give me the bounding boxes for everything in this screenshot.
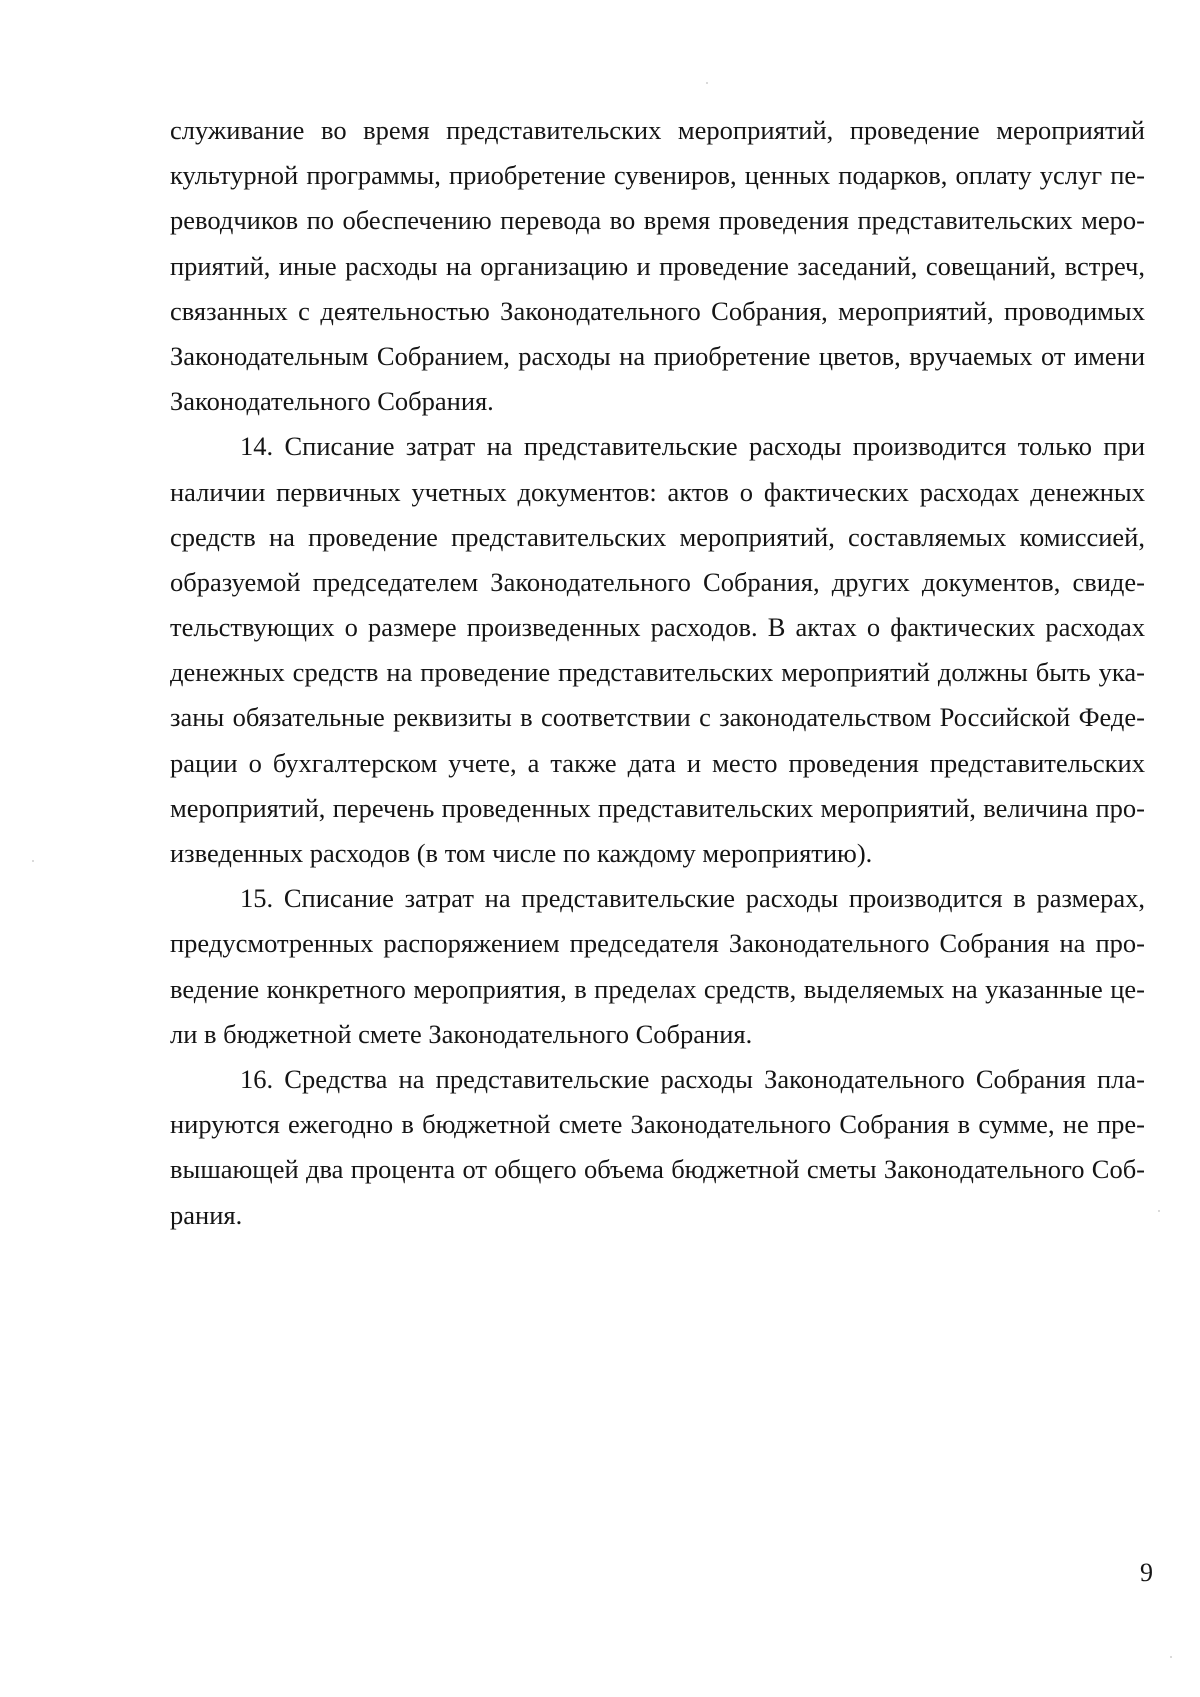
text-line: Законодательного Собрания. (170, 386, 494, 417)
paragraph-16 (170, 1057, 1145, 1238)
text-line: образуемой председателем Законодательного Собрания, других документов, свиде- (170, 566, 1145, 597)
scan-speck (706, 82, 708, 84)
text-line: наличии первичных учетных документов: актов о фактических расходах денежных (170, 476, 1145, 507)
page-number: 9 (1140, 1558, 1153, 1587)
text-line: рации о бухгалтерском учете, а также дата и место проведения представительских (170, 747, 1145, 778)
text-line: ли в бюджетной смете Законодательного Собрания. (170, 1018, 753, 1049)
text-line: денежных средств на проведение представительских мероприятий должны быть ука- (170, 657, 1145, 688)
scan-speck (32, 860, 34, 862)
text-line: нируются ежегодно в бюджетной смете Законодательного Собрания в сумме, не пре- (170, 1109, 1145, 1140)
text-line: вышающей два процента от общего объема бюджетной сметы Законодательного Соб- (170, 1154, 1145, 1185)
text-line: 14. Списание затрат на представительские расходы производится только при (240, 431, 1145, 462)
text-line: заны обязательные реквизиты в соответствии с законодательством Российской Феде- (170, 702, 1145, 733)
scan-speck (1158, 1210, 1160, 1212)
text-line: 16. Средства на представительские расходы Законодательного Собрания пла- (240, 1063, 1145, 1094)
paragraph-14 (170, 424, 1145, 876)
body-text (170, 108, 1145, 1238)
text-line: Законодательным Собранием, расходы на приобретение цветов, вручаемых от имени (170, 340, 1145, 371)
text-line: средств на проведение представительских мероприятий, составляемых комиссией, (170, 521, 1145, 552)
paragraph-continuation (170, 108, 1145, 424)
scan-speck (1170, 1656, 1172, 1658)
text-line: тельствующих о размере произведенных расходов. В актах о фактических расходах (170, 612, 1145, 643)
text-line: мероприятий, перечень проведенных представительских мероприятий, величина про- (170, 792, 1145, 823)
text-line: рания. (170, 1199, 243, 1230)
text-line: 15. Списание затрат на представительские расходы производится в размерах, (240, 883, 1145, 914)
text-line: изведенных расходов (в том числе по каждому мероприятию). (170, 838, 873, 868)
text-line: ведение конкретного мероприятия, в пределах средств, выделяемых на указанные це- (170, 973, 1145, 1004)
text-line: служивание во время представительских мероприятий, проведение мероприятий (170, 115, 1145, 145)
text-line: предусмотренных распоряжением председателя Законодательного Собрания на про- (170, 928, 1145, 959)
text-line: приятий, иные расходы на организацию и проведение заседаний, совещаний, встреч, (170, 250, 1145, 281)
paragraph-15 (170, 876, 1145, 1057)
text-line: реводчиков по обеспечению перевода во время проведения представительских меро- (170, 205, 1145, 236)
text-line: культурной программы, приобретение сувениров, ценных подарков, оплату услуг пе- (170, 160, 1145, 191)
text-line: связанных с деятельностью Законодательного Собрания, мероприятий, проводимых (170, 295, 1145, 326)
